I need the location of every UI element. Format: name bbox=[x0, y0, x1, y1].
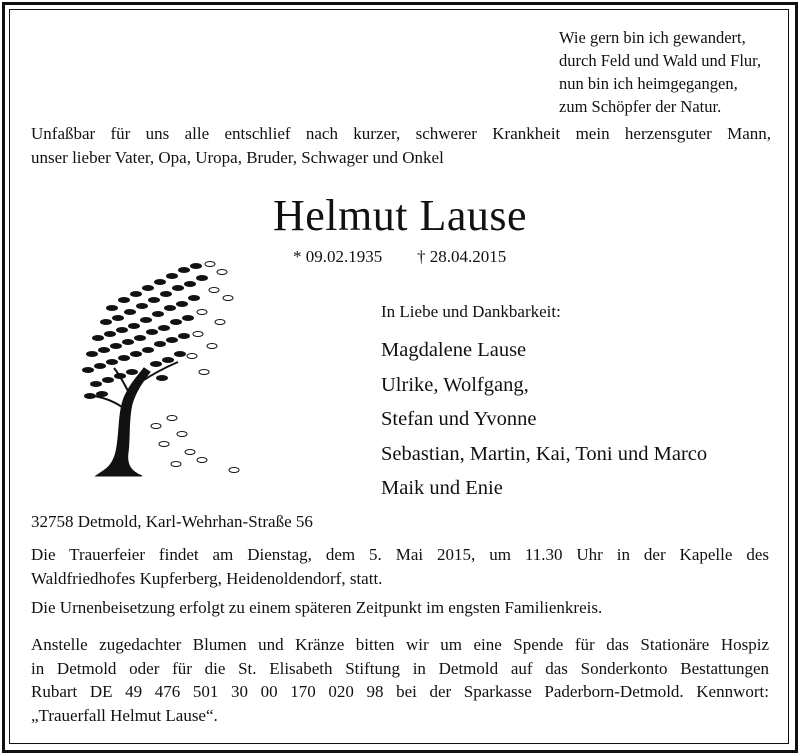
mourner-line: Magdalene Lause bbox=[381, 339, 527, 361]
mourner-line: Stefan und Yvonne bbox=[381, 408, 537, 430]
mourners-list bbox=[381, 333, 707, 506]
mourner-line: Ulrike, Wolfgang, bbox=[381, 373, 529, 396]
funeral-line: Waldfriedhofes Kupferberg, Heidenoldendorf, statt. bbox=[31, 568, 383, 588]
donation-line: in Detmold oder für die St. Elisabeth Stiftung in Detmold auf das Sonderkonto Bestattungen bbox=[31, 658, 769, 678]
poem bbox=[559, 26, 761, 118]
birth-date: * 09.02.1935 bbox=[293, 247, 383, 266]
windblown-tree-illustration bbox=[52, 238, 252, 488]
funeral-notice bbox=[31, 543, 769, 590]
poem-line: durch Feld und Wald und Flur, bbox=[559, 51, 762, 70]
intro-line: Unfaßbar für uns alle entschlief nach kurzer, schwerer Krankheit mein herzensguter Mann, bbox=[31, 124, 771, 143]
mourner-line: Maik und Enie bbox=[381, 477, 503, 499]
burial-notice: Die Urnenbeisetzung erfolgt zu einem späteren Zeitpunkt im engsten Familienkreis. bbox=[31, 598, 603, 617]
funeral-line: Die Trauerfeier findet am Dienstag, dem 5. Mai 2015, um 11.30 Uhr in der Kapelle des bbox=[31, 545, 769, 564]
poem-line: Wie gern bin ich gewandert, bbox=[559, 28, 746, 47]
donation-line: Anstelle zugedachter Blumen und Kränze bitten wir um eine Spende für das Stationäre Hospiz bbox=[31, 635, 769, 654]
donation-line: Rubart DE 49 476 501 30 00 170 020 98 bei der Sparkasse Paderborn-Detmold. Kennwort: bbox=[31, 682, 769, 701]
poem-line: zum Schöpfer der Natur. bbox=[559, 97, 722, 116]
donation-notice bbox=[31, 633, 769, 727]
poem-line: nun bin ich heimgegangen, bbox=[559, 74, 738, 93]
deceased-name: Helmut Lause bbox=[272, 191, 528, 240]
donation-line: „Trauerfall Helmut Lause“. bbox=[31, 705, 218, 725]
intro-line: unser lieber Vater, Opa, Uropa, Bruder, Schwager und Onkel bbox=[31, 148, 444, 167]
address: 32758 Detmold, Karl-Wehrhan-Straße 56 bbox=[31, 512, 313, 531]
mourning-header: In Liebe und Dankbarkeit: bbox=[381, 302, 561, 321]
death-date: † 28.04.2015 bbox=[417, 247, 507, 266]
intro-text bbox=[31, 122, 771, 170]
mourner-line: Sebastian, Martin, Kai, Toni und Marco bbox=[381, 442, 708, 465]
